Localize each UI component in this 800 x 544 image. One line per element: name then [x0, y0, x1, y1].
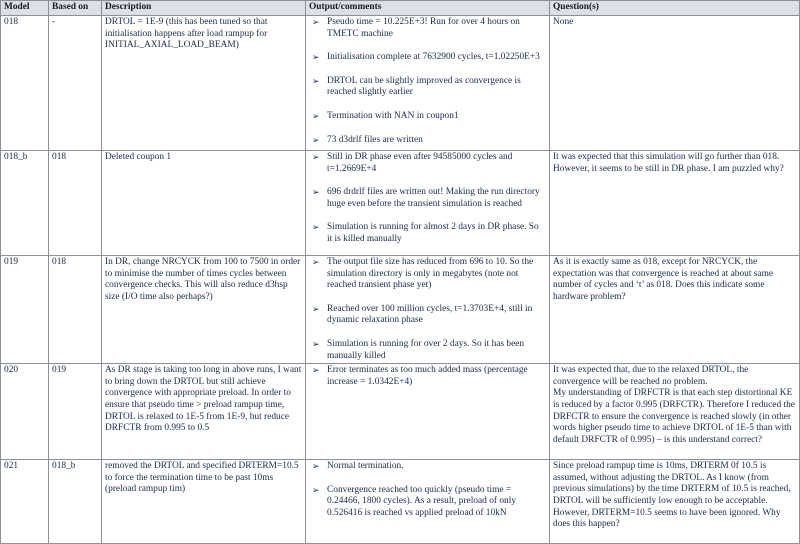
output-item: ➢ DRTOL can be slightly improved as convergence is reached slightly earlier — [312, 75, 521, 98]
question-cell: Since preload rampup time is 10ms, DRTERM 0f 10.5 is assumed, without adjusting the DRTOL. As I know (from previous simulations) by the time DRTERM of 10.5 is reached, DRTOL will be sufficiently low enough to be acceptable. However, DRTERM=10.5 seems to have been ignored. Why does this happen? — [550, 460, 800, 544]
table-row — [1, 16, 800, 151]
header-output: Output/comments — [306, 1, 550, 16]
bullet-arrow-icon: ➢ — [312, 152, 320, 162]
description-cell: removed the DRTOL and specified DRTERM=10.5 to force the termination time to be past 10ms (preload rampup tim) — [102, 460, 306, 544]
header-description: Description — [102, 1, 306, 16]
output-cell — [306, 256, 550, 364]
question-cell: It was expected that this simulation will go further than 018. However, it seems to be still in DR phase. I am puzzled why? — [550, 151, 800, 256]
output-item: ➢ Pseudo time = 10.225E+3! Run for over 4 hours on TMETC machine — [312, 17, 520, 39]
bullet-arrow-icon: ➢ — [312, 17, 320, 27]
output-item: ➢ Termination with NAN in coupon1 — [312, 110, 459, 121]
output-cell — [306, 460, 550, 544]
output-item: ➢ Error terminates as too much added mass (percentage increase = 1.0342E+4) — [312, 365, 528, 387]
header-model: Model — [1, 1, 49, 16]
output-item: ➢ Reached over 100 million cycles, t=1.3703E+4, still in dynamic relaxation phase — [312, 303, 533, 326]
bullet-arrow-icon: ➢ — [312, 222, 320, 233]
table-row — [1, 151, 800, 256]
bullet-arrow-icon: ➢ — [312, 484, 320, 495]
based-on-cell: 018 — [49, 256, 102, 364]
table-row — [1, 256, 800, 364]
based-on-cell: 019 — [49, 364, 102, 460]
output-item: ➢ Simulation is running for over 2 days. So it has been manually killed — [312, 338, 525, 361]
based-on-cell: - — [49, 16, 102, 151]
bullet-arrow-icon: ➢ — [312, 303, 320, 314]
bullet-arrow-icon: ➢ — [312, 75, 320, 86]
description-cell: In DR, change NRCYCK from 100 to 7500 in order to minimise the number of times cycles between convergence checks. This will also reduce d3hsp size (I/O time also perhaps?) — [102, 256, 306, 364]
bullet-arrow-icon: ➢ — [312, 134, 320, 145]
output-item: ➢ Initialisation complete at 7632900 cycles, t=1.02250E+3 — [312, 52, 540, 63]
description-cell: Deleted coupon 1 — [102, 151, 306, 256]
output-cell — [306, 151, 550, 256]
table-row — [1, 460, 800, 544]
model-cell: 021 — [1, 460, 49, 544]
bullet-arrow-icon: ➢ — [312, 110, 320, 121]
bullet-arrow-icon: ➢ — [312, 365, 320, 376]
description-cell: As DR stage is taking too long in above runs, I want to bring down the DRTOL but still achieve convergence with appropriate preload. In order to ensure that pseudo time > preload rampup time, DRTOL is relaxed to 1E-5 from 1E-9, but reduce DRFCTR from 0.995 to 0.5 — [102, 364, 306, 460]
output-cell — [306, 364, 550, 460]
model-cell: 018_b — [1, 151, 49, 256]
output-item: ➢ Convergence reached too quickly (pseudo time = 0.24466, 1800 cycles). As a result, preload of only 0.526416 is reached vs applied preload of 10kN — [312, 484, 517, 518]
output-item: ➢ The output file size has reduced from 696 to 10. So the simulation directory is only in megabytes (note not reached transient phase yet) — [312, 257, 534, 291]
model-cell: 019 — [1, 256, 49, 364]
model-cell: 018 — [1, 16, 49, 151]
table-row — [1, 364, 800, 460]
header-questions: Question(s) — [550, 1, 800, 16]
bullet-arrow-icon: ➢ — [312, 461, 320, 472]
output-item: ➢ 73 d3drlf files are written — [312, 134, 423, 145]
output-item: ➢ Still in DR phase even after 94585000 cycles and t=1.2669E+4 — [312, 152, 513, 174]
bullet-arrow-icon: ➢ — [312, 187, 320, 198]
bullet-arrow-icon: ➢ — [312, 338, 320, 349]
model-cell: 020 — [1, 364, 49, 460]
question-cell: As it is exactly same as 018, except for NRCYCK, the expectation was that convergence is reached at about same number of cycles and ‘t’ as 018. Does this indicate some hardware problem? — [550, 256, 800, 364]
output-cell — [306, 16, 550, 151]
bullet-arrow-icon: ➢ — [312, 52, 320, 63]
output-item: ➢ 696 drdrlf files are written out! Making the run directory huge even before the transient simulation is reached — [312, 187, 540, 209]
output-item: ➢ Normal termination. — [312, 461, 404, 472]
output-item: ➢ Simulation is running for almost 2 days in DR phase. So it is killed manually — [312, 222, 539, 244]
header-row — [1, 1, 800, 16]
question-cell: It was expected that, due to the relaxed DRTOL, the convergence will be reached no problem. My understanding of DRFCTR is that each step distortional KE is reduced by a factor 0.995 (DRFCTR). Therefore I reduced the DRFCTR to ensure the convergence is reached slowly (in other words higher pseudo time to achieve DRTOL of 1E-5 than with default DRFCTR of 0.995) – is this understand correct? — [550, 364, 800, 460]
based-on-cell: 018_b — [49, 460, 102, 544]
question-cell: None — [550, 16, 800, 151]
header-based-on: Based on — [49, 1, 102, 16]
based-on-cell: 018 — [49, 151, 102, 256]
description-cell: DRTOL = 1E-9 (this has been tuned so that initialisation happens after load rampup for INITIAL_AXIAL_LOAD_BEAM) — [102, 16, 306, 151]
bullet-arrow-icon: ➢ — [312, 257, 320, 267]
